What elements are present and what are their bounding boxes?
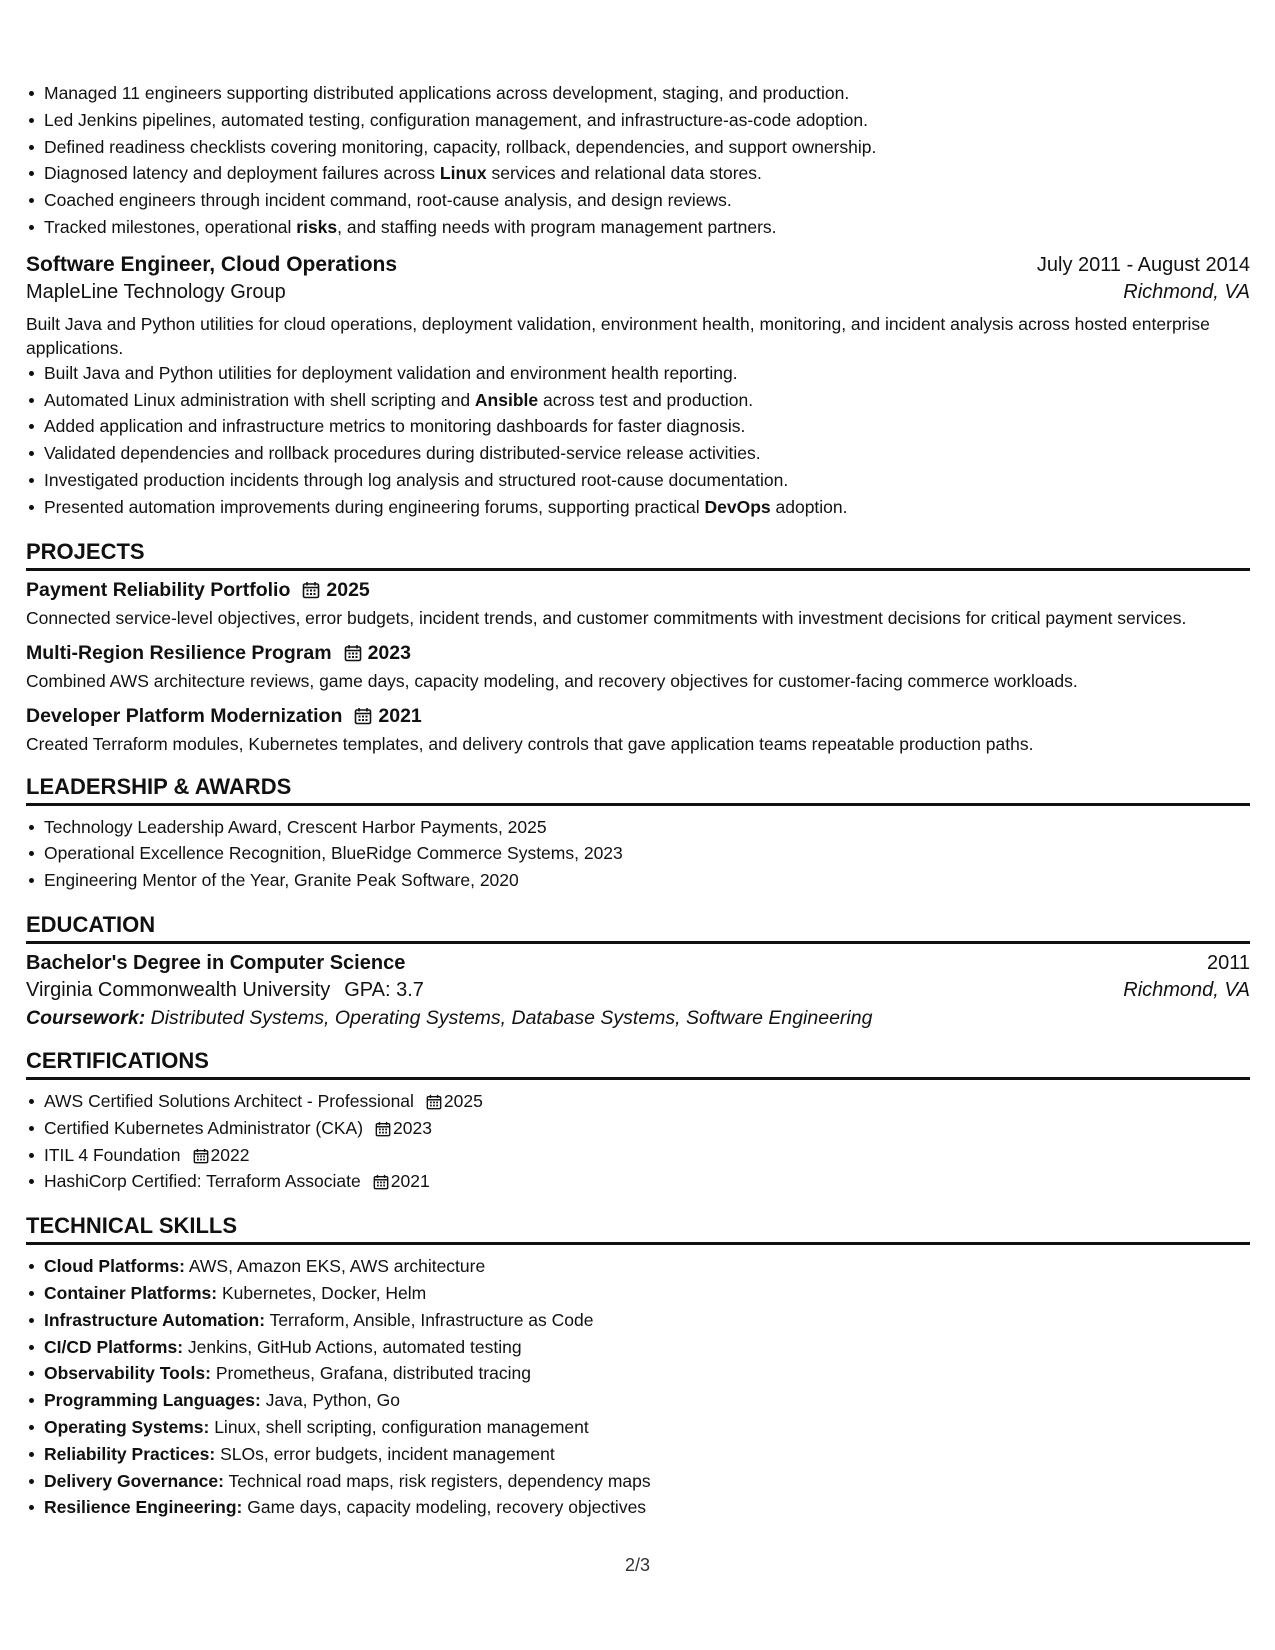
section-title: EDUCATION bbox=[26, 912, 1250, 944]
job-title: Software Engineer, Cloud Operations bbox=[26, 252, 398, 276]
list-item bbox=[44, 1307, 1250, 1334]
education-section bbox=[26, 912, 1250, 1030]
project-name: Developer Platform Modernization bbox=[26, 704, 343, 727]
list-item: Tracked milestones, operational risks, and staffing needs with program management partners. bbox=[44, 214, 1250, 241]
list-item: Built Java and Python utilities for deployment validation and environment health reporting. bbox=[44, 360, 1250, 387]
certification-name: Certified Kubernetes Administrator (CKA) bbox=[44, 1117, 364, 1138]
list-item: Defined readiness checklists covering monitoring, capacity, rollback, dependencies, and support ownership. bbox=[44, 134, 1250, 161]
resume-page bbox=[26, 80, 1250, 1521]
job-bullets bbox=[26, 360, 1250, 521]
calendar-icon bbox=[354, 707, 372, 725]
job-header bbox=[26, 253, 1250, 277]
project-year: 2021 bbox=[378, 704, 422, 727]
skill-label: Operating Systems: bbox=[44, 1416, 210, 1437]
awards-section bbox=[26, 774, 1250, 894]
list-item bbox=[44, 1414, 1250, 1441]
project-description: Connected service-level objectives, error budgets, incident trends, and customer commitments with investment decisions for critical payment services. bbox=[26, 607, 1187, 628]
list-item bbox=[44, 1280, 1250, 1307]
calendar-icon bbox=[375, 1121, 391, 1137]
job-summary: Built Java and Python utilities for cloud operations, deployment validation, environment health, monitoring, and incident analysis across hosted enterprise applications. bbox=[26, 313, 1210, 358]
skill-label: Resilience Engineering: bbox=[44, 1497, 243, 1518]
project-description: Combined AWS architecture reviews, game days, capacity modeling, and recovery objectives for customer-facing commerce workloads. bbox=[26, 670, 1078, 691]
list-item: Managed 11 engineers supporting distributed applications across development, staging, and production. bbox=[44, 80, 1250, 107]
project-year: 2025 bbox=[326, 578, 370, 601]
skill-label: Cloud Platforms: bbox=[44, 1256, 185, 1277]
project-description: Created Terraform modules, Kubernetes templates, and delivery controls that gave application teams repeatable production paths. bbox=[26, 733, 1034, 754]
projects-section bbox=[26, 539, 1250, 756]
certifications-section bbox=[26, 1048, 1250, 1195]
certification-year: 2025 bbox=[443, 1090, 483, 1111]
skill-value: Game days, capacity modeling, recovery objectives bbox=[247, 1497, 647, 1518]
calendar-icon bbox=[302, 581, 320, 599]
coursework bbox=[26, 1007, 1250, 1030]
list-item: Operational Excellence Recognition, BlueRidge Commerce Systems, 2023 bbox=[44, 840, 1250, 867]
certification-name: AWS Certified Solutions Architect - Professional bbox=[44, 1090, 414, 1111]
job-subheader bbox=[26, 281, 1250, 304]
skills-list bbox=[26, 1253, 1250, 1521]
skill-label: Programming Languages: bbox=[44, 1390, 261, 1411]
project-item bbox=[26, 579, 1250, 630]
skill-value: AWS, Amazon EKS, AWS architecture bbox=[188, 1256, 486, 1277]
skill-label: Reliability Practices: bbox=[44, 1443, 216, 1464]
list-item bbox=[44, 1115, 1250, 1142]
skill-value: Terraform, Ansible, Infrastructure as Code bbox=[269, 1309, 594, 1330]
project-year: 2023 bbox=[367, 641, 411, 664]
job-location: Richmond, VA bbox=[1123, 280, 1250, 303]
list-item: Diagnosed latency and deployment failures across Linux services and relational data stores. bbox=[44, 160, 1250, 187]
awards-list bbox=[26, 814, 1250, 894]
skill-value: Kubernetes, Docker, Helm bbox=[221, 1282, 427, 1303]
list-item bbox=[44, 1468, 1250, 1495]
school-name: Virginia Commonwealth University bbox=[26, 978, 331, 1001]
list-item bbox=[44, 1360, 1250, 1387]
section-title: TECHNICAL SKILLS bbox=[26, 1213, 1250, 1245]
skill-value: Linux, shell scripting, configuration management bbox=[214, 1416, 589, 1437]
certification-year: 2021 bbox=[390, 1171, 430, 1192]
previous-job-bullets bbox=[26, 80, 1250, 241]
page-number: 2/3 bbox=[624, 1555, 651, 1575]
skill-value: Technical road maps, risk registers, dependency maps bbox=[228, 1470, 651, 1491]
list-item bbox=[44, 1142, 1250, 1169]
calendar-icon bbox=[344, 644, 362, 662]
skill-label: Infrastructure Automation: bbox=[44, 1309, 266, 1330]
coursework-list: Distributed Systems, Operating Systems, Database Systems, Software Engineering bbox=[150, 1006, 873, 1029]
keyword: Linux bbox=[439, 163, 487, 184]
list-item bbox=[44, 1494, 1250, 1521]
project-name: Payment Reliability Portfolio bbox=[26, 578, 291, 601]
certification-name: HashiCorp Certified: Terraform Associate bbox=[44, 1171, 361, 1192]
gpa: GPA: 3.7 bbox=[344, 978, 424, 1001]
skills-section bbox=[26, 1213, 1250, 1521]
skill-label: Container Platforms: bbox=[44, 1282, 218, 1303]
list-item bbox=[44, 1387, 1250, 1414]
section-title: PROJECTS bbox=[26, 539, 1250, 571]
skill-label: CI/CD Platforms: bbox=[44, 1336, 184, 1357]
degree: Bachelor's Degree in Computer Science bbox=[26, 951, 406, 974]
list-item bbox=[44, 1441, 1250, 1468]
list-item: Coached engineers through incident command, root-cause analysis, and design reviews. bbox=[44, 187, 1250, 214]
keyword: Ansible bbox=[474, 389, 539, 410]
list-item: Added application and infrastructure metrics to monitoring dashboards for faster diagnosis. bbox=[44, 413, 1250, 440]
list-item: Presented automation improvements during engineering forums, supporting practical DevOps adoption. bbox=[44, 494, 1250, 521]
keyword: DevOps bbox=[704, 496, 771, 517]
school-location: Richmond, VA bbox=[1123, 978, 1250, 1001]
list-item: Engineering Mentor of the Year, Granite Peak Software, 2020 bbox=[44, 867, 1250, 894]
list-item: Validated dependencies and rollback procedures during distributed-service release activities. bbox=[44, 440, 1250, 467]
job-dates: July 2011 - August 2014 bbox=[1036, 253, 1250, 276]
graduation-year: 2011 bbox=[1206, 951, 1250, 974]
skill-label: Observability Tools: bbox=[44, 1363, 211, 1384]
calendar-icon bbox=[373, 1174, 389, 1190]
project-item bbox=[26, 642, 1250, 693]
certification-name: ITIL 4 Foundation bbox=[44, 1144, 181, 1165]
section-title: LEADERSHIP & AWARDS bbox=[26, 774, 1250, 806]
list-item bbox=[44, 1088, 1250, 1115]
skill-value: SLOs, error budgets, incident management bbox=[220, 1443, 555, 1464]
list-item: Automated Linux administration with shell scripting and Ansible across test and production. bbox=[44, 387, 1250, 414]
skill-label: Delivery Governance: bbox=[44, 1470, 224, 1491]
list-item: Investigated production incidents through log analysis and structured root-cause documentation. bbox=[44, 467, 1250, 494]
list-item bbox=[44, 1168, 1250, 1195]
certification-year: 2023 bbox=[393, 1117, 432, 1138]
keyword: risks bbox=[296, 216, 338, 237]
list-item: Technology Leadership Award, Crescent Harbor Payments, 2025 bbox=[44, 814, 1250, 841]
coursework-label: Coursework: bbox=[26, 1006, 146, 1029]
project-name: Multi-Region Resilience Program bbox=[26, 641, 332, 664]
list-item bbox=[44, 1334, 1250, 1361]
skill-value: Prometheus, Grafana, distributed tracing bbox=[215, 1363, 531, 1384]
section-title: CERTIFICATIONS bbox=[26, 1048, 1250, 1080]
list-item bbox=[44, 1253, 1250, 1280]
certifications-list bbox=[26, 1088, 1250, 1195]
calendar-icon bbox=[193, 1148, 209, 1164]
certification-year: 2022 bbox=[210, 1144, 250, 1165]
skill-value: Jenkins, GitHub Actions, automated testing bbox=[187, 1336, 522, 1357]
project-item bbox=[26, 705, 1250, 756]
calendar-icon bbox=[426, 1094, 442, 1110]
skill-value: Java, Python, Go bbox=[265, 1390, 400, 1411]
list-item: Led Jenkins pipelines, automated testing, configuration management, and infrastructure-as-code adoption. bbox=[44, 107, 1250, 134]
job-company: MapleLine Technology Group bbox=[26, 280, 286, 303]
